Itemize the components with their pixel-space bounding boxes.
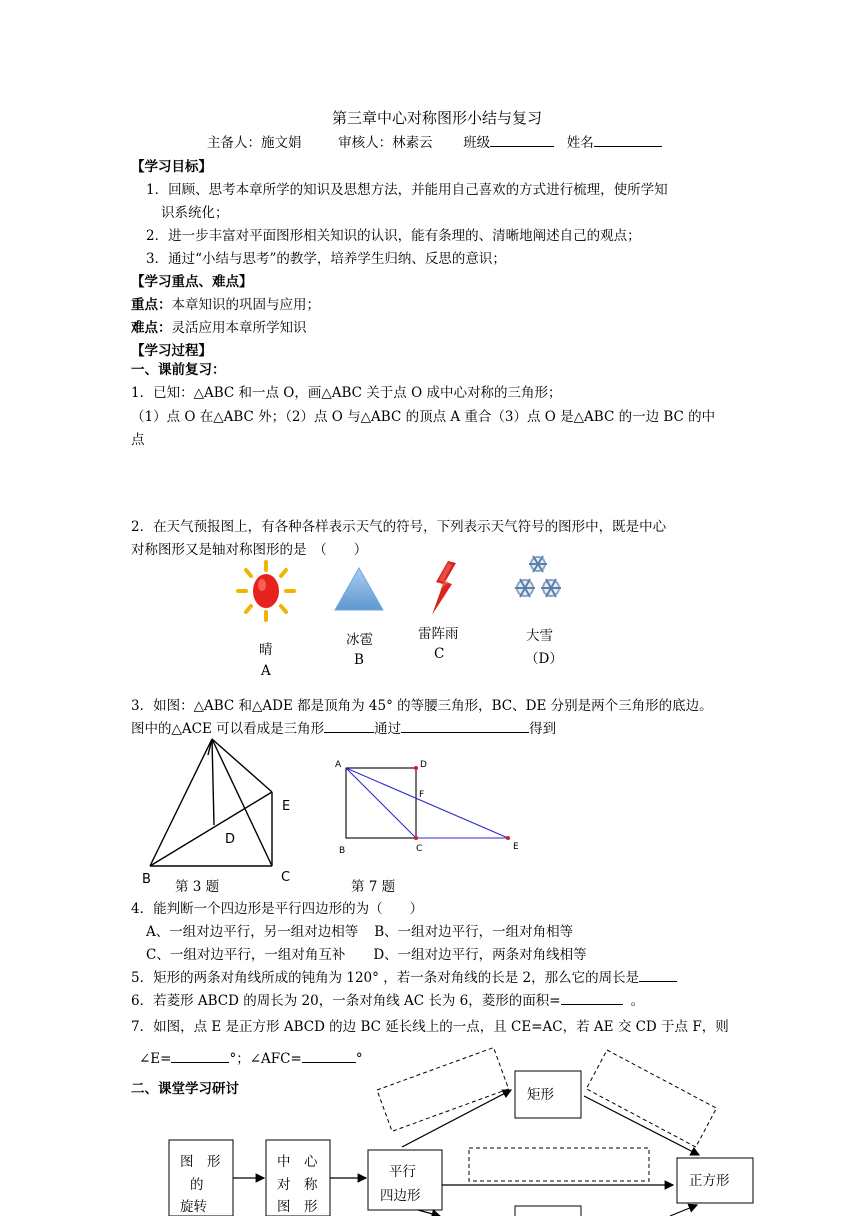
q2-line2: 对称图形又是轴对称图形的是 （ ） [131, 542, 368, 558]
q6-text-b: 。 [630, 993, 645, 1009]
option-a-letter: A [261, 663, 271, 679]
q1-line3: 点 [131, 432, 145, 448]
class-label: 班级 [463, 135, 491, 151]
fig7-caption: 第 7 题 [351, 879, 396, 895]
fig3-caption: 第 3 题 [175, 879, 220, 895]
difficulty-label: 难点： [131, 320, 172, 336]
dashed-box-middle [469, 1148, 649, 1181]
square-text: 正方形 [689, 1173, 730, 1189]
arrow-parallelogram-to-rhombus [418, 1210, 440, 1216]
focus-text: 本章知识的巩固与应用； [171, 297, 320, 313]
fig7-label-a: A [335, 760, 342, 770]
rotation-text-3: 旋转 [180, 1199, 207, 1215]
central-text-2: 对 称 [277, 1177, 318, 1193]
q7-e-label: ∠E= [139, 1051, 172, 1067]
option-c-letter: C [434, 646, 445, 662]
section2-heading: 二、课堂学习研讨 [131, 1081, 239, 1097]
option-c-name: 雷阵雨 [418, 626, 459, 642]
arrow-parallelogram-to-rectangle [402, 1090, 511, 1147]
q4-stem: 4．能判断一个四边形是平行四边形的为（ ） [131, 901, 424, 917]
q2-line1: 2．在天气预报图上，有各种各样表示天气的符号，下列表示天气符号的图形中，既是中心 [131, 519, 667, 535]
keypoints-heading: 【学习重点、难点】 [131, 274, 253, 290]
option-a-name: 晴 [259, 642, 273, 658]
dashed-box-left [377, 1048, 509, 1132]
fig7-label-b: B [339, 846, 346, 856]
q3-line1: 3．如图：△ABC 和△ADE 都是顶角为 45° 的等腰三角形，BC、DE 分别是两个三角形的底边。 [131, 698, 713, 714]
option-d-letter: （D） [525, 651, 563, 667]
objective-1: 1．回顾、思考本章所学的知识及思想方法，并能用自己喜欢的方式进行梳理，使所学知 [146, 182, 668, 198]
focus-label: 重点： [131, 297, 172, 313]
fig7-label-d: D [420, 760, 427, 770]
rotation-text-1: 图 形 [180, 1154, 221, 1170]
option-b-letter: B [354, 652, 364, 668]
page-title: 第三章中心对称图形小结与复习 [332, 109, 543, 127]
objective-1-cont: 识系统化； [161, 205, 229, 221]
fig3-label-c: C [281, 870, 291, 885]
dashed-box-right [586, 1050, 716, 1147]
objective-2: 2．进一步丰富对平面图形相关知识的认识，能有条理的、清晰地阐述自己的观点； [146, 228, 641, 244]
fig7-label-f: F [419, 790, 425, 800]
parallelogram-text-1: 平行 [389, 1164, 416, 1180]
q4-option-b: B、一组对边平行，一组对角相等 [374, 924, 574, 940]
name-label: 姓名 [566, 135, 594, 151]
objective-3: 3．通过“小结与思考”的教学，培养学生归纳、反思的意识； [146, 251, 506, 267]
q6-text-a: 6．若菱形 ABCD 的周长为 20，一条对角线 AC 长为 6，菱形的面积= [131, 993, 561, 1009]
rectangle-text: 矩形 [527, 1087, 554, 1103]
preparer: 主备人：施文娟 [207, 135, 302, 151]
q7-line1: 7．如图，点 E 是正方形 ABCD 的边 BC 延长线上的一点，且 CE=AC，若 AE 交 CD 于点 F，则 [131, 1019, 729, 1035]
q7-deg-2: ° [355, 1051, 363, 1067]
central-text-3: 图 形 [277, 1199, 318, 1215]
q3-line2a: 图中的△ACE 可以看成是三角形 [131, 721, 325, 737]
q4-option-d: D、一组对边平行，两条对角线相等 [373, 947, 587, 963]
q7-afc-label: ；∠AFC= [236, 1051, 302, 1067]
q1-line2: （1）点 O 在△ABC 外；（2）点 O 与△ABC 的顶点 A 重合（3）点 O 是△ABC 的一边 BC 的中 [131, 409, 716, 425]
option-d-name: 大雪 [526, 628, 553, 644]
q1-line1: 1．已知：△ABC 和一点 O，画△ABC 关于点 O 成中心对称的三角形； [131, 385, 562, 401]
fig3-label-b: B [142, 872, 151, 887]
section1-heading: 一、课前复习： [131, 362, 226, 378]
process-heading: 【学习过程】 [131, 343, 212, 359]
fig3-label-e: E [282, 799, 291, 814]
fig3-label-d: D [225, 832, 236, 847]
q3-line2b: 通过 [374, 721, 402, 737]
q4-option-c: C、一组对边平行，一组对角互补 [146, 947, 346, 963]
parallelogram-text-2: 四边形 [380, 1188, 421, 1204]
option-b-name: 冰雹 [346, 632, 373, 648]
objectives-heading: 【学习目标】 [131, 159, 212, 175]
q7-deg: ° [229, 1051, 237, 1067]
arrow-rhombus-to-square [670, 1205, 697, 1216]
difficulty-text: 灵活应用本章所学知识 [171, 320, 307, 336]
reviewer: 审核人：林素云 [338, 135, 433, 151]
fig7-label-c: C [416, 844, 423, 854]
q5-text: 5．矩形的两条对角线所成的钝角为 120° ，若一条对角线的长是 2，那么它的周长是 [131, 970, 640, 986]
rotation-text-2: 的 [190, 1177, 204, 1193]
central-text-1: 中 心 [277, 1154, 318, 1170]
fig7-label-e: E [513, 842, 519, 852]
q4-option-a: A、一组对边平行，另一组对边相等 [146, 924, 359, 940]
arrow-rectangle-to-square [584, 1096, 699, 1155]
q3-line2c: 得到 [529, 721, 557, 737]
box-rhombus [515, 1206, 581, 1216]
